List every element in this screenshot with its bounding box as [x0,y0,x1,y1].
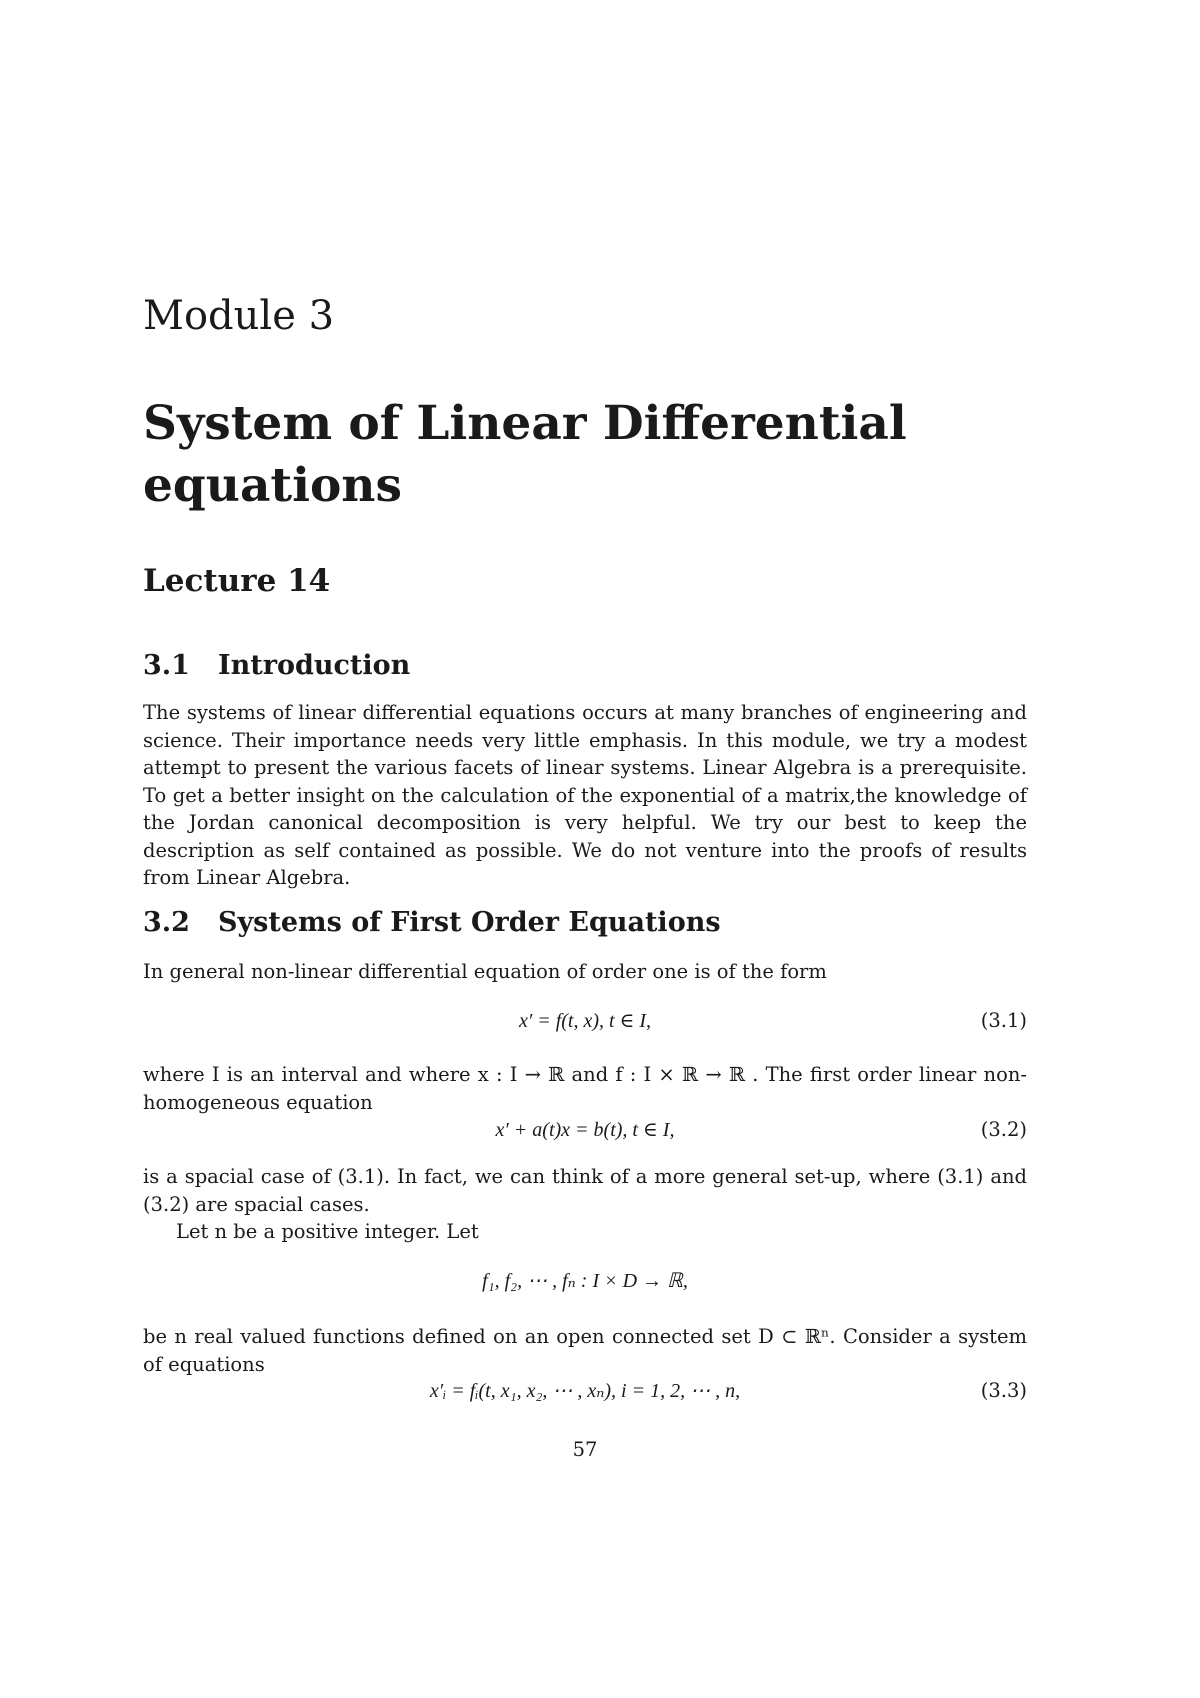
let-n-paragraph: Let n be a positive integer. Let [176,1220,479,1243]
page-number: 57 [572,1438,598,1461]
equation-expression: x′ = f(t, x), t ∈ I, [518,1010,652,1032]
special-case-paragraph: is a spacial case of (3.1). In fact, we can think of a more general set-up, where (3.1) and (3.2) are spacial cases. [143,1165,1027,1216]
chapter-title: System of Linear Differential equations [143,396,907,513]
equation-number: (3.1) [980,1009,1027,1032]
equation-expression: f₁, f₂, ⋯ , fₙ : I × D → ℝ, [482,1270,688,1292]
section-number: 3.2 [143,907,190,938]
section-heading-introduction [143,652,410,679]
real-valued-paragraph: be n real valued functions defined on an open connected set D ⊂ ℝⁿ. Consider a system of equations [143,1325,1027,1376]
section-title: Introduction [218,650,411,681]
module-heading: Module 3 [143,293,335,339]
section-heading-first-order [143,909,721,936]
intro-paragraph: The systems of linear differential equations occurs at many branches of engineering and science. Their importance needs very little emphasis. In this module, we try a modest attempt to present the various facets of linear systems. Linear Algebra is a prerequisite. To get a better insight on the calculation of the exponential of a matrix,the knowledge of the Jordan canonical decomposition is very helpful. We try our best to keep the description as self contained as possible. We do not venture into the proofs of results from Linear Algebra. [143,701,1027,889]
equation-number: (3.2) [980,1118,1027,1141]
equation-3-3 [143,1376,1027,1406]
function-list-equation [143,1266,1027,1296]
where-paragraph: where I is an interval and where x : I → ℝ and f : I × ℝ → ℝ . The first order linear non-homogeneous equation [143,1063,1027,1114]
equation-expression: x′ + a(t)x = b(t), t ∈ I, [495,1119,675,1141]
section-number: 3.1 [143,650,190,681]
equation-3-2 [143,1115,1027,1145]
lecture-heading: Lecture 14 [143,563,331,599]
equation-3-1 [143,1006,1027,1036]
equation-expression: x′ᵢ = fᵢ(t, x₁, x₂, ⋯ , xₙ), i = 1, 2, ⋯ , n, [429,1380,741,1402]
equation-number: (3.3) [980,1379,1027,1402]
general-form-paragraph: In general non-linear differential equation of order one is of the form [143,960,827,983]
section-title: Systems of First Order Equations [218,907,721,938]
